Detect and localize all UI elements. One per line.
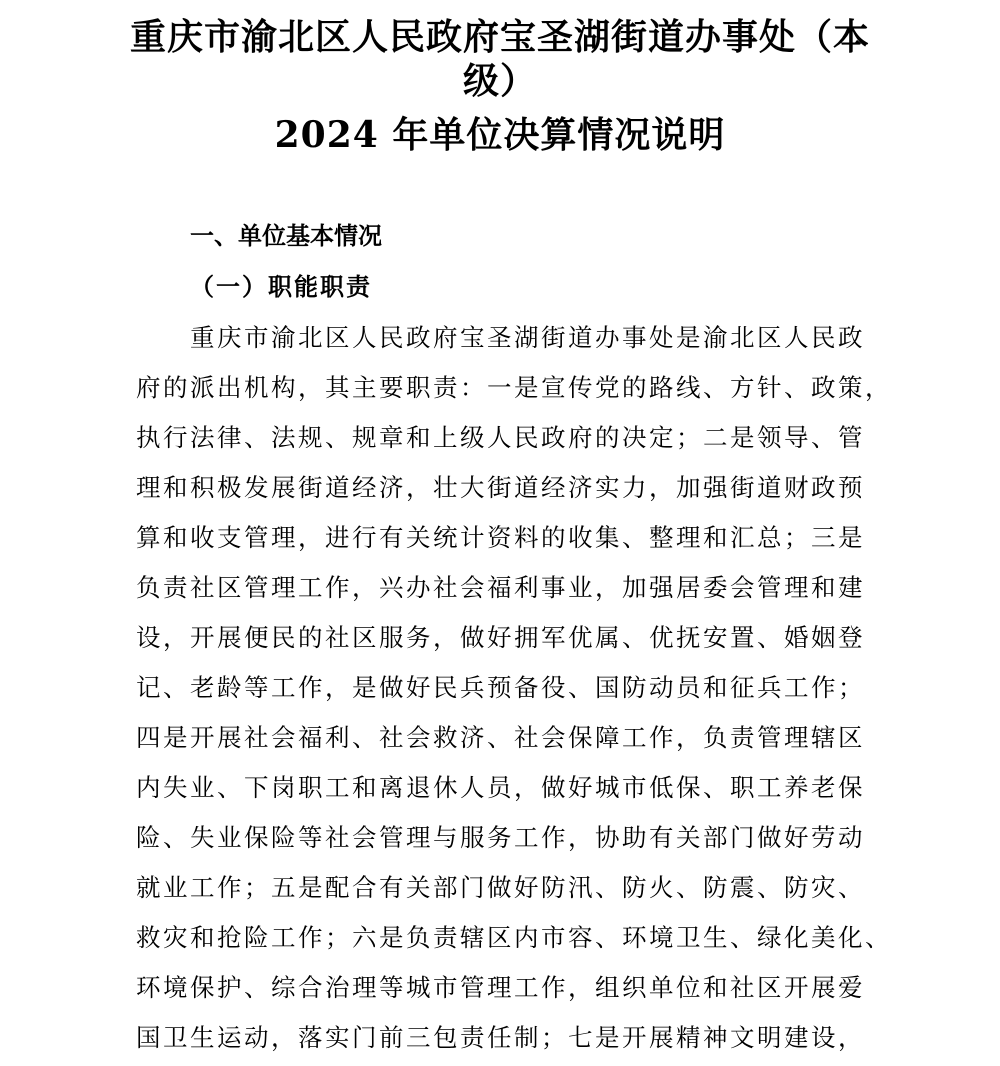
body-line: 重庆市渝北区人民政府宝圣湖街道办事处是渝北区人民政 xyxy=(190,323,865,352)
body-line: 负责社区管理工作，兴办社会福利事业，加强居委会管理和建 xyxy=(136,573,865,602)
body-line: 四是开展社会福利、社会救济、社会保障工作，负责管理辖区 xyxy=(136,723,865,752)
body-line: 记、老龄等工作，是做好民兵预备役、国防动员和征兵工作； xyxy=(136,673,865,702)
subsection-heading: （一）职能职责 xyxy=(190,272,372,301)
section-heading: 一、单位基本情况 xyxy=(190,222,382,250)
body-line: 环境保护、综合治理等城市管理工作，组织单位和社区开展爱 xyxy=(136,973,865,1002)
body-line: 就业工作；五是配合有关部门做好防汛、防火、防震、防灾、 xyxy=(136,873,865,902)
body-line: 救灾和抢险工作；六是负责辖区内市容、环境卫生、绿化美化、 xyxy=(136,923,892,952)
body-line: 险、失业保险等社会管理与服务工作，协助有关部门做好劳动 xyxy=(136,823,865,852)
body-line: 理和积极发展街道经济，壮大街道经济实力，加强街道财政预 xyxy=(136,473,865,502)
body-line: 府的派出机构，其主要职责：一是宣传党的路线、方针、政策， xyxy=(136,373,892,402)
body-line: 执行法律、法规、规章和上级人民政府的决定；二是领导、管 xyxy=(136,423,865,452)
body-line: 国卫生运动，落实门前三包责任制；七是开展精神文明建设， xyxy=(136,1023,865,1052)
document-title-line-3: 2024 年单位决算情况说明 xyxy=(274,114,726,156)
document-title-line-1: 重庆市渝北区人民政府宝圣湖街道办事处（本 xyxy=(129,16,870,58)
body-line: 内失业、下岗职工和离退休人员，做好城市低保、职工养老保 xyxy=(136,773,865,802)
document-title-line-2: 级） xyxy=(462,60,537,102)
body-line: 设，开展便民的社区服务，做好拥军优属、优抚安置、婚姻登 xyxy=(136,623,865,652)
body-line: 算和收支管理，进行有关统计资料的收集、整理和汇总；三是 xyxy=(136,523,865,552)
